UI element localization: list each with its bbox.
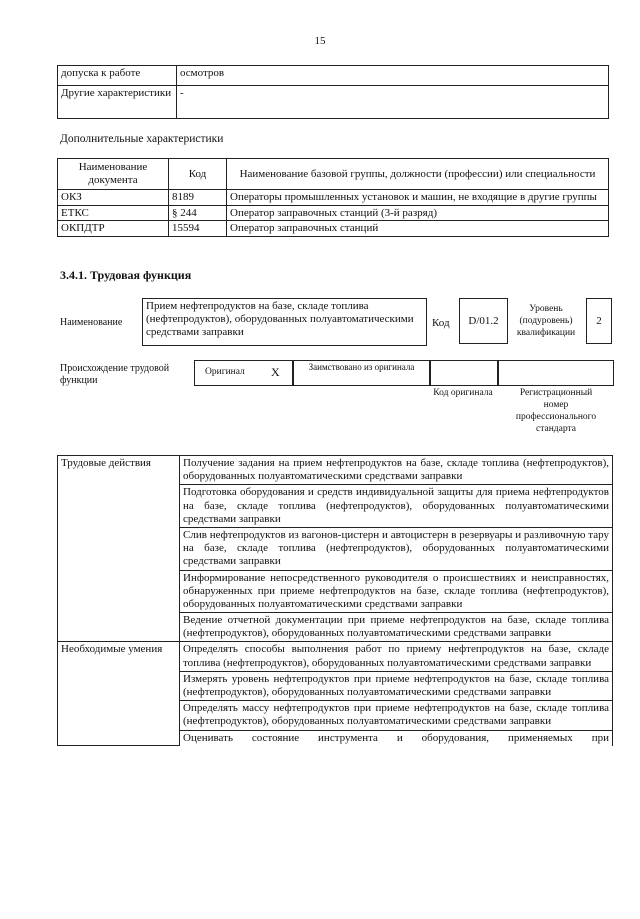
additional-characteristics-table — [57, 158, 609, 237]
table-row — [58, 86, 609, 119]
table-cell: допуска к работе — [58, 66, 177, 86]
table-row — [58, 205, 609, 221]
origin-label: Происхождение трудовой функции — [60, 363, 170, 386]
list-item: Подготовка оборудования и средств индивидуальной защиты для приема нефтепродуктов на базе, складе топлива (нефтепродуктов), оборудованных полуавтоматическими средствами заправки — [180, 485, 613, 528]
table-cell: Операторы промышленных установок и машин, не входящие в другие группы — [227, 190, 609, 206]
original-mark: X — [271, 365, 280, 379]
table-cell: осмотров — [177, 66, 609, 86]
table-cell: Другие характеристики — [58, 86, 177, 119]
additional-characteristics-title: Дополнительные характеристики — [60, 133, 224, 145]
table-cell: - — [177, 86, 609, 119]
table-cell: 8189 — [169, 190, 227, 206]
function-details-table — [57, 455, 613, 746]
borrowed-label: Заимствовано из оригинала — [308, 362, 415, 372]
table-row — [58, 642, 613, 671]
table-cell: Оператор заправочных станций (3-й разряд) — [227, 205, 609, 221]
section-title-required-skills: Необходимые умения — [58, 642, 180, 746]
table-row — [58, 66, 609, 86]
table-cell: ОКПДТР — [58, 221, 169, 237]
list-item: Определять способы выполнения работ по приему нефтепродуктов на базе, складе топлива (нефтепродуктов), оборудованных полуавтоматическими средствами заправки — [180, 642, 613, 671]
name-label: Наименование — [60, 317, 123, 328]
table-cell: ЕТКС — [58, 205, 169, 221]
level-box: 2 — [586, 298, 612, 344]
list-item: Получение задания на прием нефтепродуктов на базе, складе топлива (нефтепродуктов), оборудованных полуавтоматическими средствами заправки — [180, 456, 613, 485]
code-original-label: Код оригинала — [433, 388, 493, 398]
list-item: Оценивать состояние инструмента и оборудования, применяемых при — [180, 730, 613, 746]
table-row — [58, 456, 613, 485]
function-heading: 3.4.1. Трудовая функция — [60, 268, 192, 282]
list-item: Слив нефтепродуктов из вагонов-цистерн и автоцистерн в резервуары и разливочную тару на базе, складе топлива (нефтепродуктов), оборудованных полуавтоматическими средствами заправки — [180, 527, 613, 570]
code-label: Код — [432, 317, 450, 329]
function-code-box: D/01.2 — [459, 298, 508, 344]
page-number: 15 — [314, 35, 326, 47]
column-header: Наименование базовой группы, должности (профессии) или специальности — [227, 159, 609, 190]
table-row — [58, 221, 609, 237]
table-header-row — [58, 159, 609, 190]
top-characteristics-table — [57, 65, 609, 119]
reg-number-label: Регистрационный номер профессионального стандарта — [515, 388, 597, 434]
table-cell: Оператор заправочных станций — [227, 221, 609, 237]
level-label: Уровень (подуровень) квалификации — [516, 304, 576, 338]
function-name-box: Прием нефтепродуктов на базе, складе топлива (нефтепродуктов), оборудованных полуавтоматическими средствами заправки — [142, 298, 427, 346]
section-title-labor-actions: Трудовые действия — [58, 456, 180, 642]
table-cell: § 244 — [169, 205, 227, 221]
origin-reg-cell — [497, 360, 614, 386]
list-item: Ведение отчетной документации при приеме нефтепродуктов на базе, складе топлива (нефтепродуктов), оборудованных полуавтоматическими средствами заправки — [180, 613, 613, 642]
list-item: Измерять уровень нефтепродуктов при приеме нефтепродуктов на базе, складе топлива (нефтепродуктов), оборудованных полуавтоматическими средствами заправки — [180, 671, 613, 700]
origin-code-cell — [429, 360, 499, 386]
original-label: Оригинал — [205, 367, 245, 377]
list-item: Информирование непосредственного руководителя о происшествиях и неисправностях, обнаруженных при приеме нефтепродуктов на базе, складе топлива (нефтепродуктов), оборудованных полуавтоматическими средствами заправки — [180, 570, 613, 613]
table-cell: ОКЗ — [58, 190, 169, 206]
list-item: Определять массу нефтепродуктов при приеме нефтепродуктов на базе, складе топлива (нефтепродуктов), оборудованных полуавтоматическими средствами заправки — [180, 701, 613, 730]
column-header: Наименование документа — [58, 159, 169, 190]
origin-original-cell — [194, 360, 294, 386]
table-cell: 15594 — [169, 221, 227, 237]
column-header: Код — [169, 159, 227, 190]
table-row — [58, 190, 609, 206]
origin-borrowed-cell — [292, 360, 431, 386]
